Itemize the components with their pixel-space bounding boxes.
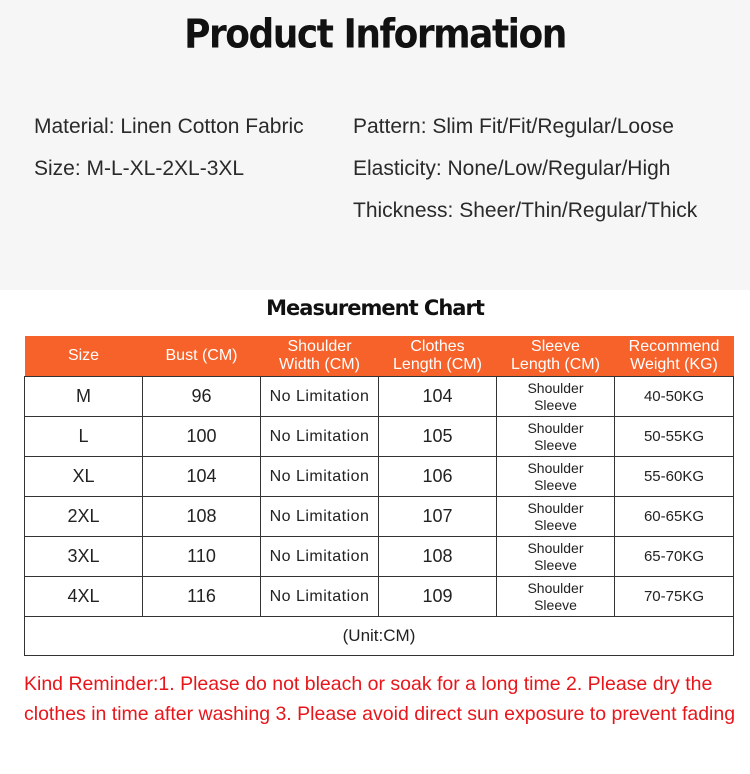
shoulder-cell: No Limitation [261, 497, 379, 537]
bust-cell: 104 [143, 457, 261, 497]
length-cell: 107 [379, 497, 497, 537]
shoulder-cell: No Limitation [261, 457, 379, 497]
size-cell: L [25, 417, 143, 457]
unit-note: (Unit:CM) [25, 617, 734, 656]
measurement-section [0, 290, 750, 774]
table-row [25, 497, 734, 537]
sleeve-cell: Shoulder Sleeve [497, 497, 615, 537]
column-header-length: Clothes Length (CM) [379, 336, 497, 377]
column-header-shoulder: Shoulder Width (CM) [261, 336, 379, 377]
weight-cell: 50-55KG [615, 417, 734, 457]
weight-cell: 55-60KG [615, 457, 734, 497]
length-cell: 104 [379, 377, 497, 417]
weight-cell: 40-50KG [615, 377, 734, 417]
size-cell: 4XL [25, 577, 143, 617]
product-info-section [0, 0, 750, 290]
size-cell: M [25, 377, 143, 417]
sleeve-cell: Shoulder Sleeve [497, 377, 615, 417]
size-cell: 3XL [25, 537, 143, 577]
length-cell: 108 [379, 537, 497, 577]
sleeve-cell: Shoulder Sleeve [497, 577, 615, 617]
column-header-sleeve: Sleeve Length (CM) [497, 336, 615, 377]
sleeve-cell: Shoulder Sleeve [497, 417, 615, 457]
thickness-info: Thickness: Sheer/Thin/Regular/Thick [353, 199, 698, 222]
elasticity-info: Elasticity: None/Low/Regular/High [353, 157, 671, 180]
column-header-bust: Bust (CM) [143, 336, 261, 377]
unit-row [25, 617, 734, 656]
page-title: Product Information [184, 11, 566, 58]
shoulder-cell: No Limitation [261, 377, 379, 417]
care-reminder: Kind Reminder:1. Please do not bleach or soak for a long time 2. Please dry the clothes in time after washing 3. Please avoid direct sun exposure to prevent fading [24, 673, 736, 725]
sleeve-cell: Shoulder Sleeve [497, 537, 615, 577]
bust-cell: 110 [143, 537, 261, 577]
table-row [25, 457, 734, 497]
material-info: Material: Linen Cotton Fabric [34, 115, 304, 138]
table-header-row [25, 336, 734, 377]
bust-cell: 108 [143, 497, 261, 537]
shoulder-cell: No Limitation [261, 417, 379, 457]
pattern-info: Pattern: Slim Fit/Fit/Regular/Loose [353, 115, 674, 138]
column-header-size: Size [25, 336, 143, 377]
size-cell: 2XL [25, 497, 143, 537]
size-cell: XL [25, 457, 143, 497]
table-row [25, 377, 734, 417]
length-cell: 105 [379, 417, 497, 457]
size-info: Size: M-L-XL-2XL-3XL [34, 157, 245, 180]
table-row [25, 537, 734, 577]
bust-cell: 116 [143, 577, 261, 617]
bust-cell: 100 [143, 417, 261, 457]
shoulder-cell: No Limitation [261, 577, 379, 617]
weight-cell: 60-65KG [615, 497, 734, 537]
table-row [25, 577, 734, 617]
sleeve-cell: Shoulder Sleeve [497, 457, 615, 497]
chart-title: Measurement Chart [266, 296, 484, 320]
shoulder-cell: No Limitation [261, 537, 379, 577]
table-row [25, 417, 734, 457]
length-cell: 106 [379, 457, 497, 497]
weight-cell: 65-70KG [615, 537, 734, 577]
length-cell: 109 [379, 577, 497, 617]
measurement-table [24, 336, 734, 656]
weight-cell: 70-75KG [615, 577, 734, 617]
bust-cell: 96 [143, 377, 261, 417]
column-header-weight: Recommend Weight (KG) [615, 336, 734, 377]
